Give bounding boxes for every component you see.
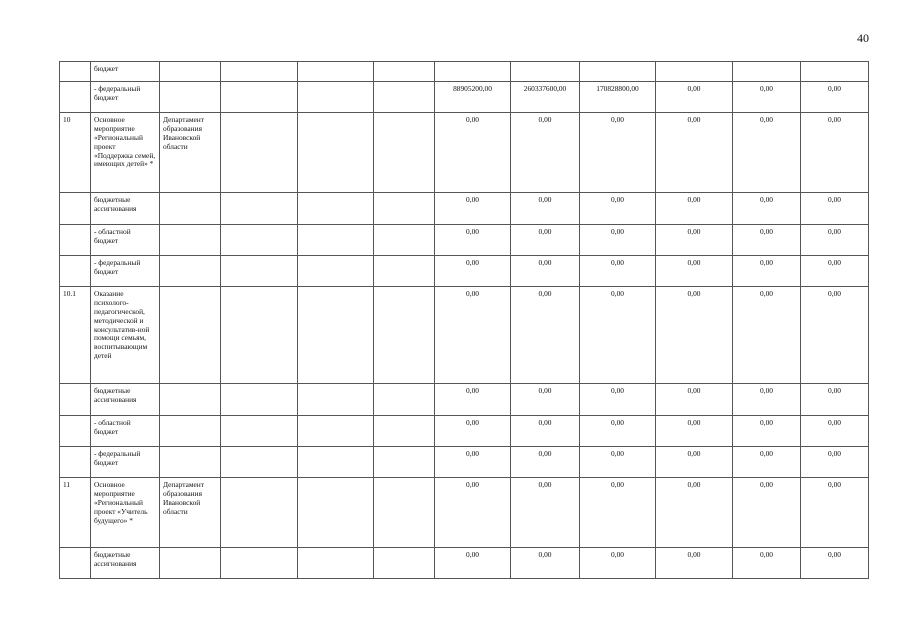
table-row xyxy=(60,416,869,447)
amount-cell xyxy=(221,478,298,548)
amount-cell: 0,00 xyxy=(656,82,733,113)
executor-cell xyxy=(160,384,221,416)
amount-cell xyxy=(374,416,435,447)
amount-cell xyxy=(221,548,298,579)
amount-cell xyxy=(298,548,374,579)
amount-cell xyxy=(221,82,298,113)
amount-cell xyxy=(221,225,298,256)
amount-cell: 0,00 xyxy=(435,256,511,287)
amount-cell xyxy=(298,384,374,416)
amount-cell xyxy=(298,256,374,287)
executor-cell xyxy=(160,256,221,287)
amount-cell: 0,00 xyxy=(435,447,511,478)
activity-name-cell: - областной бюджет xyxy=(91,225,160,256)
amount-cell: 0,00 xyxy=(801,113,869,193)
amount-cell: 0,00 xyxy=(580,447,656,478)
amount-cell: 0,00 xyxy=(733,478,801,548)
amount-cell: 0,00 xyxy=(733,113,801,193)
amount-cell: 0,00 xyxy=(511,447,580,478)
amount-cell: 0,00 xyxy=(580,384,656,416)
executor-cell: Департамент образования Ивановской области xyxy=(160,478,221,548)
amount-cell xyxy=(221,113,298,193)
amount-cell xyxy=(298,416,374,447)
amount-cell: 0,00 xyxy=(656,113,733,193)
amount-cell: 0,00 xyxy=(580,256,656,287)
amount-cell xyxy=(733,62,801,82)
activity-name-cell: бюджетные ассигнования xyxy=(91,193,160,225)
row-number-cell xyxy=(60,82,91,113)
amount-cell: 0,00 xyxy=(580,113,656,193)
activity-name-cell: Основное мероприятие «Региональный проект «Поддержка семей, имеющих детей» * xyxy=(91,113,160,193)
amount-cell: 0,00 xyxy=(511,193,580,225)
table-row xyxy=(60,193,869,225)
row-number-cell xyxy=(60,384,91,416)
amount-cell xyxy=(298,287,374,384)
row-number-cell: 10 xyxy=(60,113,91,193)
amount-cell xyxy=(221,193,298,225)
row-number-cell xyxy=(60,548,91,579)
table-row xyxy=(60,82,869,113)
amount-cell: 0,00 xyxy=(733,225,801,256)
row-number-cell xyxy=(60,193,91,225)
row-number-cell xyxy=(60,447,91,478)
table-row xyxy=(60,256,869,287)
amount-cell: 0,00 xyxy=(580,193,656,225)
amount-cell xyxy=(435,62,511,82)
executor-cell xyxy=(160,548,221,579)
amount-cell xyxy=(374,82,435,113)
amount-cell: 0,00 xyxy=(511,478,580,548)
amount-cell: 0,00 xyxy=(801,447,869,478)
executor-cell xyxy=(160,287,221,384)
executor-cell xyxy=(160,225,221,256)
amount-cell: 0,00 xyxy=(511,113,580,193)
amount-cell xyxy=(221,62,298,82)
row-number-cell xyxy=(60,416,91,447)
amount-cell xyxy=(374,548,435,579)
amount-cell: 0,00 xyxy=(656,447,733,478)
amount-cell: 0,00 xyxy=(435,287,511,384)
amount-cell: 0,00 xyxy=(801,478,869,548)
amount-cell: 0,00 xyxy=(435,478,511,548)
amount-cell: 170828800,00 xyxy=(580,82,656,113)
amount-cell xyxy=(374,384,435,416)
table-row xyxy=(60,548,869,579)
table-row xyxy=(60,113,869,193)
amount-cell: 0,00 xyxy=(656,548,733,579)
amount-cell xyxy=(221,384,298,416)
amount-cell: 0,00 xyxy=(801,225,869,256)
activity-name-cell: бюджет xyxy=(91,62,160,82)
amount-cell: 0,00 xyxy=(801,416,869,447)
amount-cell: 0,00 xyxy=(656,384,733,416)
budget-table xyxy=(59,61,869,579)
amount-cell: 0,00 xyxy=(656,225,733,256)
amount-cell xyxy=(511,62,580,82)
amount-cell xyxy=(298,225,374,256)
amount-cell: 0,00 xyxy=(435,193,511,225)
amount-cell: 0,00 xyxy=(801,82,869,113)
amount-cell: 0,00 xyxy=(580,548,656,579)
activity-name-cell: бюджетные ассигнования xyxy=(91,384,160,416)
amount-cell xyxy=(656,62,733,82)
amount-cell: 0,00 xyxy=(511,225,580,256)
activity-name-cell: - областной бюджет xyxy=(91,416,160,447)
amount-cell: 88905200,00 xyxy=(435,82,511,113)
executor-cell xyxy=(160,62,221,82)
amount-cell: 0,00 xyxy=(801,256,869,287)
activity-name-cell: - федеральный бюджет xyxy=(91,82,160,113)
amount-cell: 0,00 xyxy=(580,416,656,447)
row-number-cell xyxy=(60,62,91,82)
amount-cell: 0,00 xyxy=(511,384,580,416)
activity-name-cell: бюджетные ассигнования xyxy=(91,548,160,579)
amount-cell: 0,00 xyxy=(733,447,801,478)
amount-cell: 0,00 xyxy=(656,416,733,447)
amount-cell xyxy=(298,62,374,82)
activity-name-cell: Оказание психолого-педагогической, методической и консультатив-ной помощи семьям, воспитывающим детей xyxy=(91,287,160,384)
amount-cell xyxy=(801,62,869,82)
amount-cell xyxy=(298,478,374,548)
amount-cell: 260337600,00 xyxy=(511,82,580,113)
amount-cell: 0,00 xyxy=(656,193,733,225)
amount-cell: 0,00 xyxy=(511,287,580,384)
table-row xyxy=(60,62,869,82)
amount-cell: 0,00 xyxy=(733,287,801,384)
amount-cell xyxy=(374,193,435,225)
amount-cell xyxy=(221,287,298,384)
row-number-cell: 10.1 xyxy=(60,287,91,384)
amount-cell: 0,00 xyxy=(733,256,801,287)
amount-cell: 0,00 xyxy=(801,384,869,416)
activity-name-cell: - федеральный бюджет xyxy=(91,256,160,287)
executor-cell xyxy=(160,416,221,447)
amount-cell xyxy=(221,416,298,447)
amount-cell xyxy=(374,225,435,256)
row-number-cell: 11 xyxy=(60,478,91,548)
amount-cell xyxy=(298,447,374,478)
amount-cell xyxy=(221,447,298,478)
table-row xyxy=(60,478,869,548)
amount-cell: 0,00 xyxy=(511,256,580,287)
amount-cell: 0,00 xyxy=(435,113,511,193)
executor-cell xyxy=(160,447,221,478)
amount-cell xyxy=(374,113,435,193)
amount-cell xyxy=(374,62,435,82)
amount-cell xyxy=(221,256,298,287)
executor-cell xyxy=(160,82,221,113)
amount-cell xyxy=(374,256,435,287)
amount-cell xyxy=(298,82,374,113)
amount-cell: 0,00 xyxy=(435,416,511,447)
page-number: 40 xyxy=(857,31,869,45)
table-row xyxy=(60,287,869,384)
amount-cell: 0,00 xyxy=(511,416,580,447)
amount-cell: 0,00 xyxy=(801,548,869,579)
table-row xyxy=(60,384,869,416)
amount-cell: 0,00 xyxy=(656,256,733,287)
amount-cell: 0,00 xyxy=(580,478,656,548)
amount-cell: 0,00 xyxy=(580,225,656,256)
amount-cell: 0,00 xyxy=(435,225,511,256)
table-row xyxy=(60,225,869,256)
amount-cell: 0,00 xyxy=(733,384,801,416)
amount-cell: 0,00 xyxy=(656,478,733,548)
amount-cell xyxy=(298,193,374,225)
amount-cell xyxy=(374,478,435,548)
amount-cell: 0,00 xyxy=(435,548,511,579)
amount-cell: 0,00 xyxy=(656,287,733,384)
amount-cell: 0,00 xyxy=(435,384,511,416)
amount-cell: 0,00 xyxy=(511,548,580,579)
amount-cell xyxy=(298,113,374,193)
amount-cell: 0,00 xyxy=(733,193,801,225)
table-row xyxy=(60,447,869,478)
amount-cell: 0,00 xyxy=(733,548,801,579)
amount-cell: 0,00 xyxy=(801,193,869,225)
amount-cell xyxy=(580,62,656,82)
amount-cell: 0,00 xyxy=(801,287,869,384)
amount-cell xyxy=(374,287,435,384)
amount-cell: 0,00 xyxy=(733,416,801,447)
activity-name-cell: - федеральный бюджет xyxy=(91,447,160,478)
row-number-cell xyxy=(60,225,91,256)
executor-cell: Департамент образования Ивановской области xyxy=(160,113,221,193)
amount-cell: 0,00 xyxy=(733,82,801,113)
executor-cell xyxy=(160,193,221,225)
amount-cell xyxy=(374,447,435,478)
activity-name-cell: Основное мероприятие «Региональный проект «Учитель будущего» * xyxy=(91,478,160,548)
amount-cell: 0,00 xyxy=(580,287,656,384)
row-number-cell xyxy=(60,256,91,287)
